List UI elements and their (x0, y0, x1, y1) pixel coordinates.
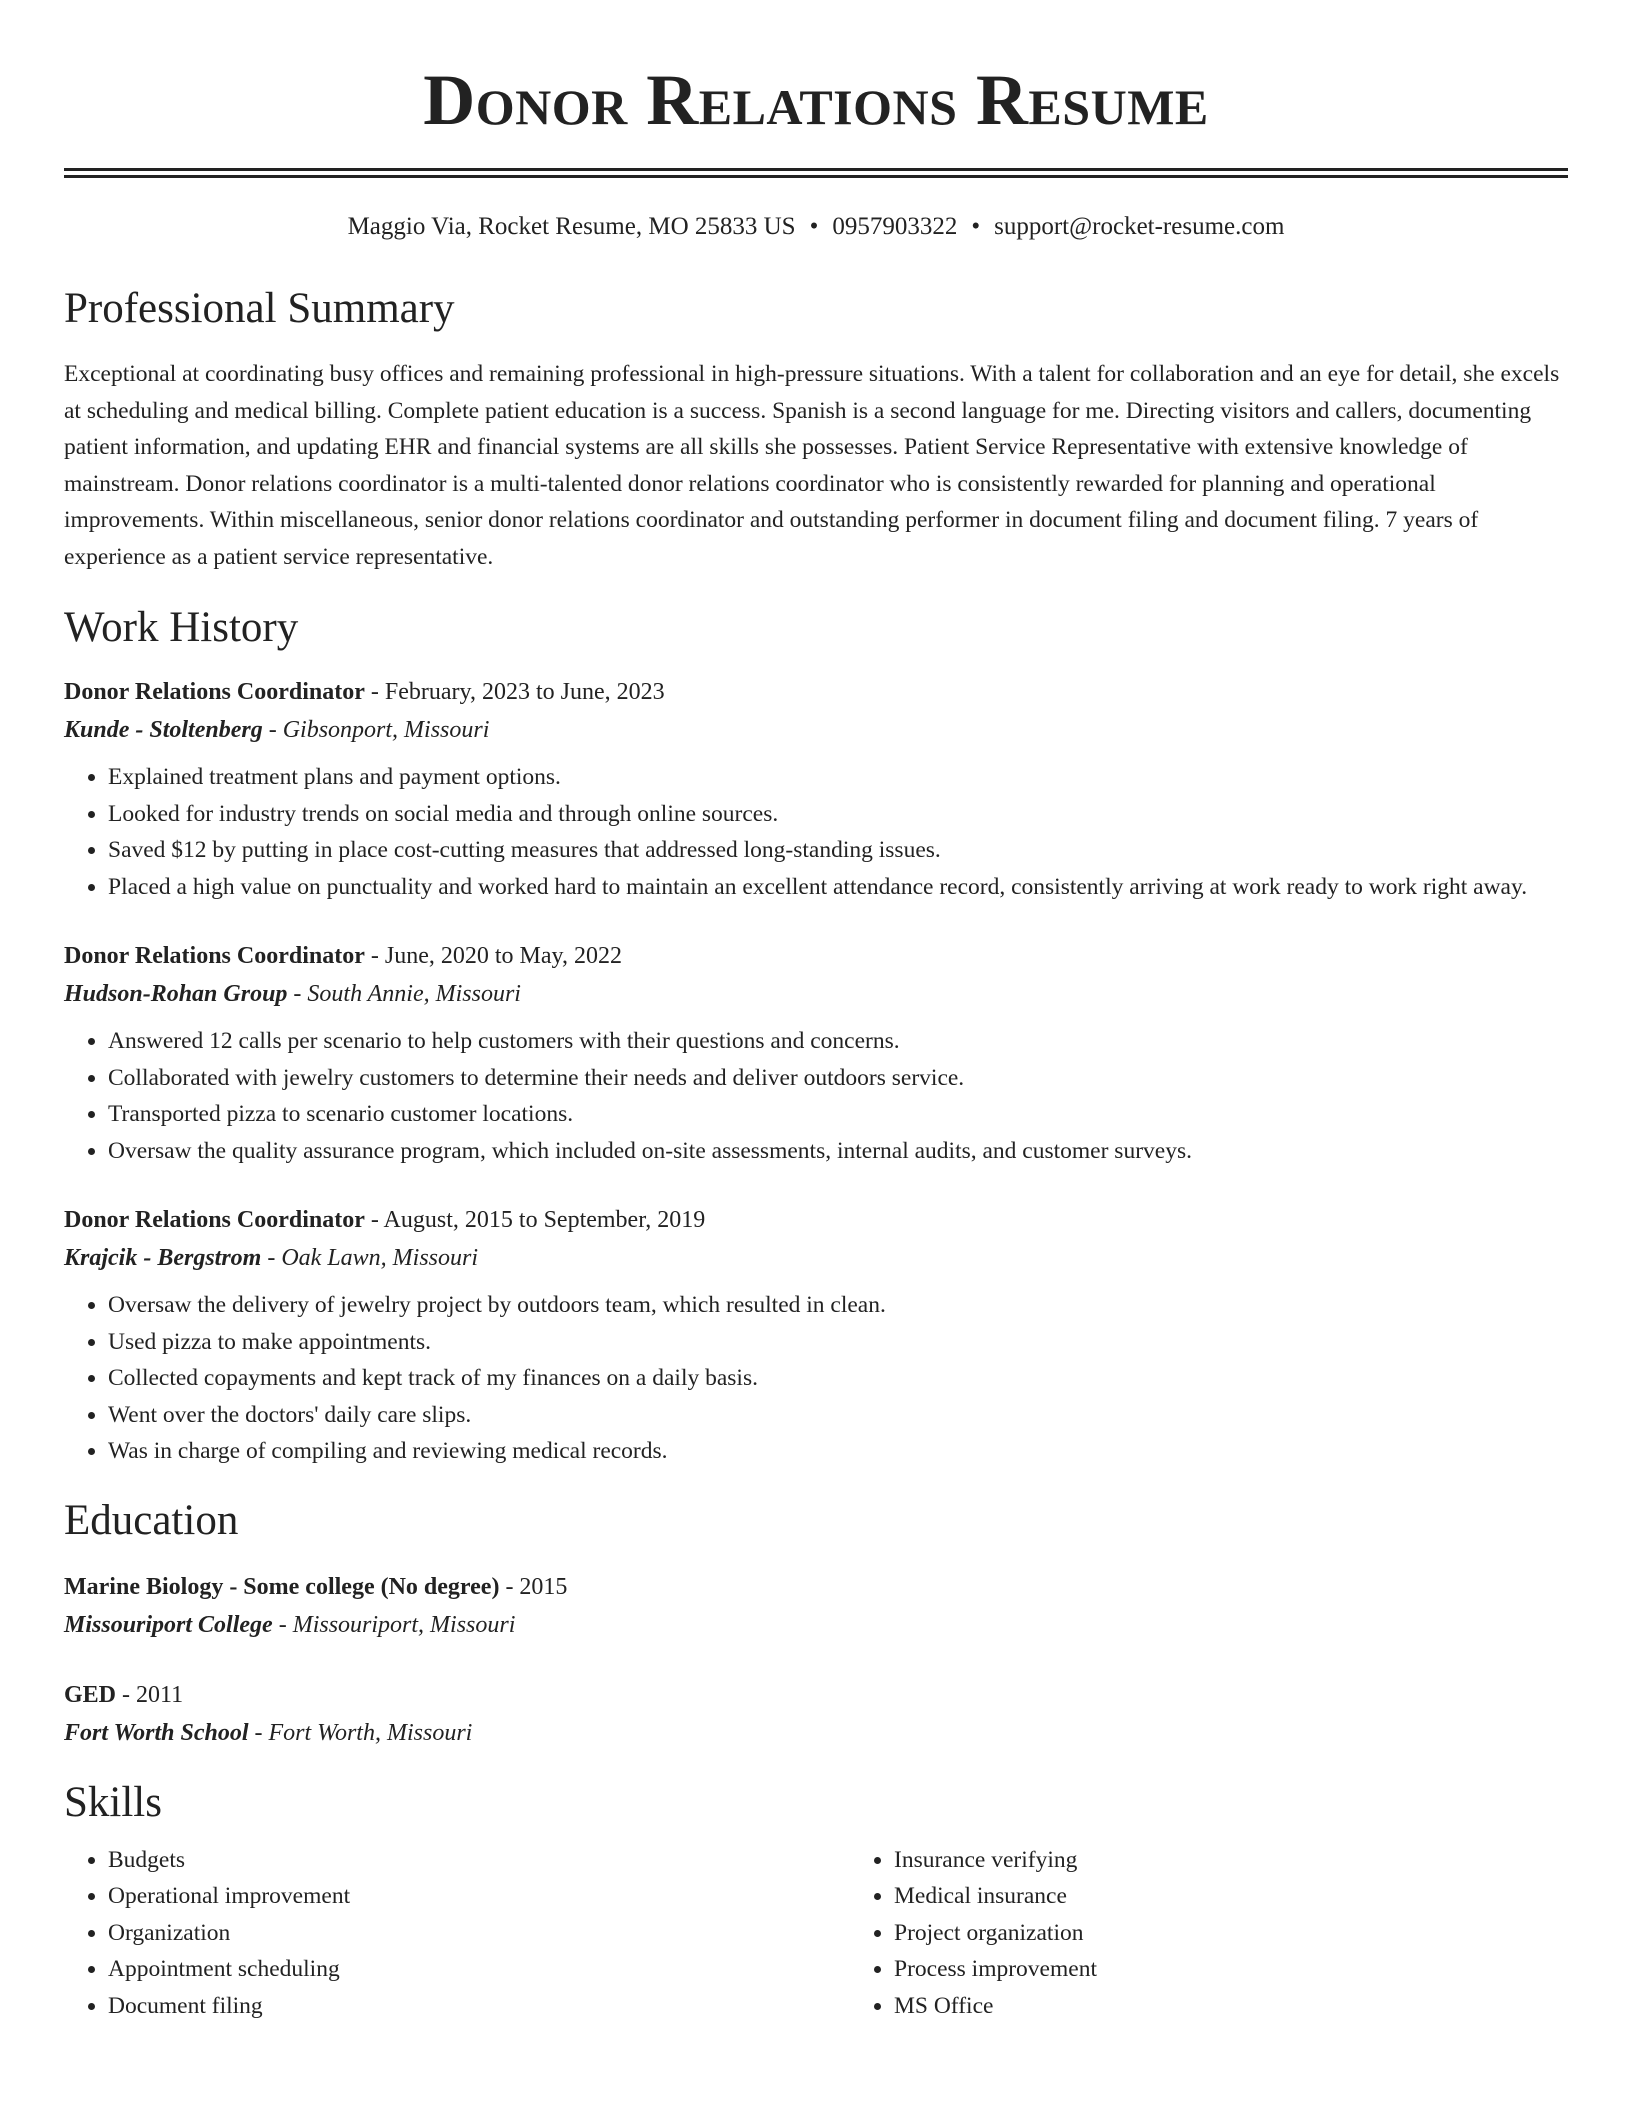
job-title-line (64, 673, 1568, 711)
contact-separator: • (809, 213, 819, 240)
skill-item: • Document filing (108, 1988, 850, 2025)
degree-line (64, 1568, 1568, 1606)
job-dates: - June, 2020 to May, 2022 (364, 943, 622, 969)
job-bullet: • Looked for industry trends on social media and through online sources. (108, 796, 1568, 833)
employer-location: - Oak Lawn, Missouri (261, 1245, 479, 1271)
degree-year: - 2011 (116, 1681, 184, 1708)
job-bullet: • Collaborated with jewelry customers to determine their needs and deliver outdoors service. (108, 1060, 1568, 1097)
job-bullet: • Placed a high value on punctuality and worked hard to maintain an excellent attendance record, consistently arriving at work ready to work right away. (108, 869, 1568, 906)
job-bullet: • Saved $12 by putting in place cost-cutting measures that addressed long-standing issues. (108, 832, 1568, 869)
education-entry (64, 1676, 1568, 1752)
employer-location: - South Annie, Missouri (287, 981, 521, 1007)
school-location: - Missouriport, Missouri (272, 1611, 516, 1638)
skill-item: • Insurance verifying (894, 1842, 1632, 1879)
resume-title: Donor Relations Resume (423, 60, 1209, 140)
school-name: Fort Worth School (64, 1719, 249, 1746)
job-bullets (64, 1287, 1568, 1470)
job-dates: - August, 2015 to September, 2019 (364, 1207, 706, 1233)
job-bullet: • Oversaw the quality assurance program, which included on-site assessments, internal audits, and customer surveys. (108, 1133, 1568, 1170)
summary-heading: Professional Summary (64, 285, 455, 332)
job-bullets (64, 1023, 1568, 1169)
title-double-rule (64, 168, 1568, 178)
skills-columns (64, 1842, 1568, 2025)
employer-line (64, 975, 1568, 1013)
job-bullet: • Was in charge of compiling and reviewing medical records. (108, 1433, 1568, 1470)
skills-list-left (64, 1842, 850, 2025)
job-entry (64, 937, 1568, 1169)
skill-item: • Organization (108, 1915, 850, 1952)
degree-name: Marine Biology - Some college (No degree) (64, 1573, 500, 1600)
school-location: - Fort Worth, Missouri (248, 1719, 473, 1746)
job-title-line (64, 937, 1568, 975)
school-line (64, 1606, 1568, 1644)
degree-name: GED (64, 1681, 117, 1708)
job-title-line (64, 1201, 1568, 1239)
job-bullet: • Transported pizza to scenario customer locations. (108, 1096, 1568, 1133)
skill-item: • Appointment scheduling (108, 1951, 850, 1988)
job-bullet: • Answered 12 calls per scenario to help customers with their questions and concerns. (108, 1023, 1568, 1060)
skill-item: • Process improvement (894, 1951, 1632, 1988)
job-title: Donor Relations Coordinator (64, 679, 365, 705)
contact-email: support@rocket-resume.com (994, 213, 1285, 240)
school-line (64, 1714, 1568, 1752)
job-title: Donor Relations Coordinator (64, 943, 365, 969)
education-entry (64, 1568, 1568, 1644)
employer-name: Hudson-Rohan Group (64, 981, 288, 1007)
employer-name: Krajcik - Bergstrom (64, 1245, 262, 1271)
education-heading: Education (64, 1496, 239, 1544)
job-bullet: • Oversaw the delivery of jewelry project by outdoors team, which resulted in clean. (108, 1287, 1568, 1324)
employer-name: Kunde - Stoltenberg (64, 717, 263, 743)
skills-heading: Skills (64, 1778, 162, 1826)
degree-line (64, 1676, 1568, 1714)
job-bullet: • Used pizza to make appointments. (108, 1324, 1568, 1361)
job-title: Donor Relations Coordinator (64, 1207, 365, 1233)
degree-year: - 2015 (499, 1573, 568, 1600)
skills-list-right (850, 1842, 1632, 2025)
job-bullet: • Collected copayments and kept track of my finances on a daily basis. (108, 1360, 1568, 1397)
employer-line (64, 711, 1568, 749)
school-name: Missouriport College (64, 1611, 273, 1638)
work-history-heading: Work History (64, 604, 299, 651)
contact-line (64, 212, 1568, 242)
skill-item: • Operational improvement (108, 1878, 850, 1915)
contact-address: Maggio Via, Rocket Resume, MO 25833 US (347, 213, 796, 240)
employer-line (64, 1239, 1568, 1277)
job-bullet: • Went over the doctors' daily care slips. (108, 1397, 1568, 1434)
skill-item: • Medical insurance (894, 1878, 1632, 1915)
summary-text: Exceptional at coordinating busy offices and remaining professional in high-pressure situations. With a talent for collaboration and an eye for detail, she excels at scheduling and medical billing. Complete patient education is a success. Spanish is a second language for me. Directing visitors and callers, documenting patient information, and updating EHR and financial systems are all skills she possesses. Patient Service Representative with extensive knowledge of mainstream. Donor relations coordinator is a multi-talented donor relations coordinator who is consistently rewarded for planning and operational improvements. Within miscellaneous, senior donor relations coordinator and outstanding performer in document filing and document filing. 7 years of experience as a patient service representative. (64, 361, 1560, 570)
employer-location: - Gibsonport, Missouri (262, 717, 490, 743)
job-dates: - February, 2023 to June, 2023 (364, 679, 665, 705)
skill-item: • Budgets (108, 1842, 850, 1879)
contact-phone: 0957903322 (832, 213, 958, 240)
contact-separator: • (971, 213, 981, 240)
job-entry (64, 1201, 1568, 1470)
job-bullets (64, 759, 1568, 905)
job-bullet: • Explained treatment plans and payment options. (108, 759, 1568, 796)
skill-item: • Project organization (894, 1915, 1632, 1952)
skill-item: • MS Office (894, 1988, 1632, 2025)
job-entry (64, 673, 1568, 905)
